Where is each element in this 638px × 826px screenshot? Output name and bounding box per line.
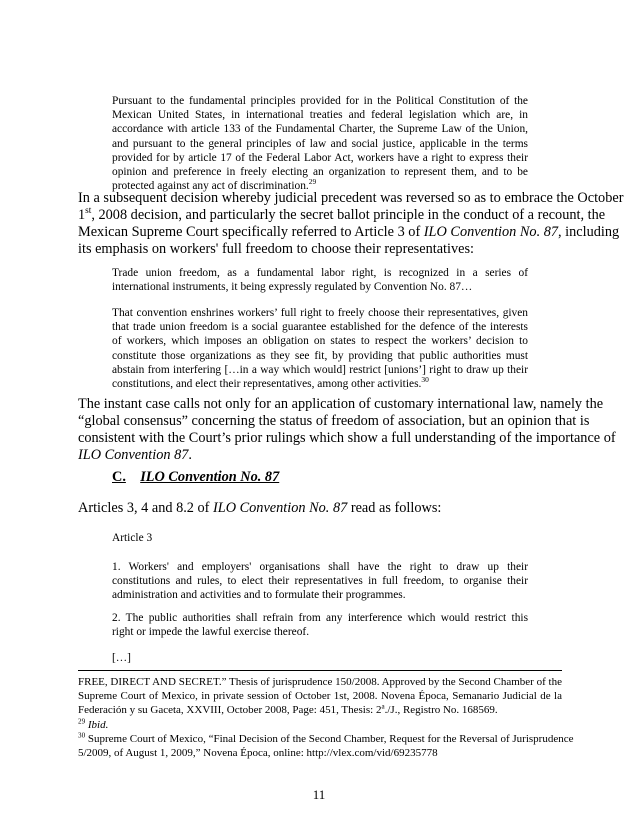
body-line (78, 206, 606, 224)
footnote-line: 5/2009, of August 1, 2009,” Novena Época, online: http://vlex.com/vid/69235778 (78, 747, 438, 760)
footnotes (78, 675, 574, 760)
section-title: ILO Convention No. 87 (140, 469, 280, 485)
paragraph-subsequent-decision (78, 190, 624, 258)
quote-line: of workers, which imposes an obligation on states to respect the workers’ decision to (112, 335, 528, 348)
quote-line: opinion and preference in freely electing an organization to represent them, and to be (112, 166, 528, 179)
body-line (78, 223, 620, 241)
footnote-ref-29[interactable]: 29 (308, 177, 317, 187)
article-paragraph-1 (112, 560, 528, 603)
quote-line: right or impede the lawful exercise thereof. (112, 626, 310, 639)
convention-title: ILO Convention 87 (78, 446, 189, 463)
body-line (78, 447, 562, 464)
body-line: In a subsequent decision whereby judicial precedent was reversed so as to embrace the October (78, 190, 624, 206)
quote-line: accordance with article 133 of the Fundamental Charter, the Supreme Law of the Union, (112, 123, 528, 136)
date-number: 1 (78, 206, 86, 223)
quote-line: 1. Workers' and employers' organisations shall have the right to draw up their (112, 561, 528, 573)
footnote-text: Federación y su Gaceta, XXVIII, October 2008, Page: 451, Thesis: 2 (78, 704, 382, 717)
body-text: . (188, 446, 192, 463)
footnote-number-29: 29 (78, 716, 86, 725)
footnote-text: ./J., Registro No. 168569. (384, 704, 498, 717)
quote-line: Trade union freedom, as a fundamental labor right, is recognized in a series of (112, 267, 528, 279)
ellipsis (112, 651, 528, 665)
body-text: , including (558, 223, 620, 240)
body-text: Articles 3, 4 and 8.2 of (78, 500, 210, 516)
section-label: C. (112, 469, 126, 485)
paragraph-instant-case (78, 396, 616, 464)
footnote-29 (78, 718, 562, 732)
block-quote-convention (112, 306, 528, 391)
footnote-number-30: 30 (78, 731, 86, 740)
footnote-line: FREE, DIRECT AND SECRET.” Thesis of jurisprudence 150/2008. Approved by the Second Chamber of the (78, 676, 562, 688)
quote-line: administration and activities and to formulate their programmes. (112, 589, 406, 602)
quote-line: That convention enshrines workers’ full right to freely choose their representatives, given (112, 307, 528, 319)
quote-line: Pursuant to the fundamental principles provided for in the Political Constitution of the (112, 95, 528, 107)
convention-title: ILO Convention No. 87 (213, 500, 348, 516)
article-title-text: Article 3 (112, 532, 153, 544)
quote-line: international instruments, it being expressly regulated by Convention No. 87… (112, 281, 473, 294)
page-number: 11 (312, 787, 326, 802)
body-line: consistent with the Court’s prior rulings which show a full understanding of the importance of (78, 429, 616, 446)
footnote-30 (78, 731, 574, 746)
quote-line: provided for by article 17 of the Federal Labor Act, workers have a right to express their (112, 151, 528, 164)
body-line (78, 500, 562, 517)
body-text: Mexican Supreme Court specifically referred to Article 3 of (78, 223, 421, 240)
quote-line: abstain from interfering […in a way which would] restrict [unions’] right to draw up their (112, 363, 528, 376)
quote-line: that trade union freedom is a social guarantee established for the defence of the interests (112, 321, 528, 334)
ordinal-suffix: st (85, 206, 92, 217)
body-line: its emphasis on workers' full freedom to choose their representatives: (78, 240, 475, 257)
footnote-line: Supreme Court of Mexico, in private session of October 1st, 2008. Novena Época, Semanario Judicial de la (78, 690, 562, 703)
footnote-ref-30[interactable]: 30 (421, 375, 429, 385)
quote-line: Mexican United States, in international treaties and federal legislation which are, in (112, 109, 528, 122)
superscript-a: a (381, 702, 385, 711)
quote-last-text: protected against any act of discrimination. (112, 180, 309, 193)
body-text: , 2008 decision, and particularly the secret ballot principle in the conduct of a recount, the (91, 206, 606, 223)
quote-line: constitute those organizations as they see fit, by providing that public authorities must (112, 349, 528, 362)
article-paragraph-2 (112, 611, 528, 639)
section-heading (112, 469, 279, 486)
footnote-separator (78, 670, 562, 671)
article-title (112, 531, 528, 545)
body-text: read as follows: (350, 500, 442, 516)
block-quote-trade-union (112, 266, 528, 294)
quote-last-text: constitutions, and elect their representatives, among other activities. (112, 378, 422, 391)
convention-title: ILO Convention No. 87 (423, 223, 559, 240)
ellipsis-text: […] (112, 652, 131, 664)
paragraph-articles-intro (78, 500, 562, 517)
quote-line: 2. The public authorities shall refrain from any interference which would restrict this (112, 612, 528, 624)
footnote-text: Supreme Court of Mexico, “Final Decision of the Second Chamber, Request for the Reversal of Jurisprudence (87, 732, 574, 745)
block-quote-constitution (112, 94, 528, 193)
quote-line: constitutions and rules, to elect their representatives in full freedom, to organise their (112, 575, 528, 588)
body-line: “global consensus” concerning the status of freedom of association, but an opinion that is (78, 412, 590, 429)
quote-line: and pursuant to the general principles of law and social justice, applicable in the terms (112, 137, 528, 150)
footnote-text: Ibid. (87, 718, 109, 731)
quote-line (112, 377, 528, 391)
body-line: The instant case calls not only for an application of customary international law, namely the (78, 396, 604, 412)
footnote-line (78, 703, 562, 717)
